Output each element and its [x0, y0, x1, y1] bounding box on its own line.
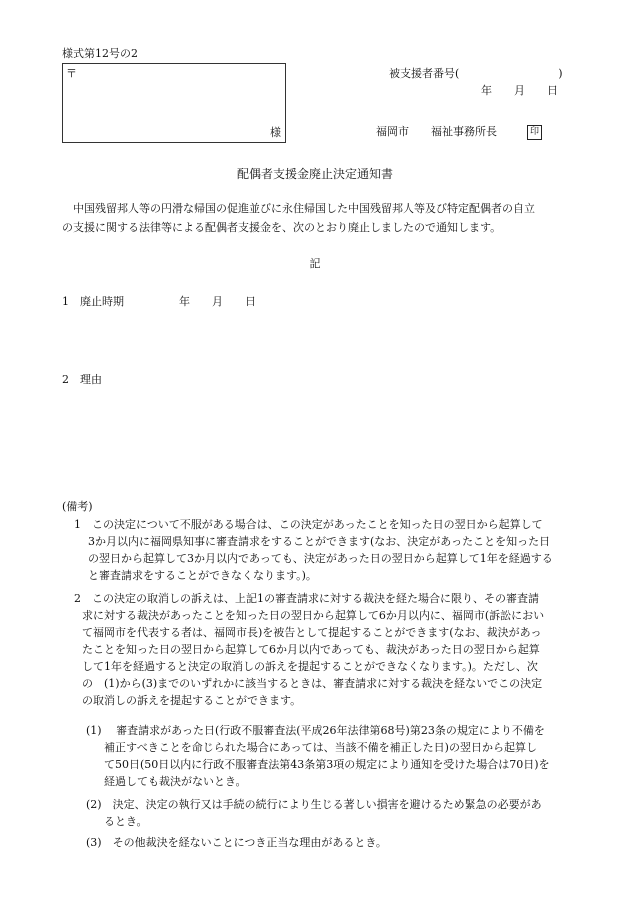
- note-line: 2 この決定の取消しの訴えは、上記1の審査請求に対する裁決を経た場合に限り、その審査請: [74, 592, 539, 605]
- body-line: 中国残留邦人等の円滑な帰国の促進並びに永住帰国した中国残留邦人等及び特定配偶者の自立: [62, 202, 535, 215]
- note-line: 1 この決定について不服がある場合は、この決定があったことを知った日の翌日から起算して: [74, 518, 543, 531]
- note-line: 経過しても裁決がないとき。: [104, 775, 247, 788]
- remark-sub-3: [86, 834, 387, 851]
- remark-note-2: [74, 590, 544, 709]
- note-line: (2) 決定、決定の執行又は手続の続行により生じる著しい損害を避けるため緊急の必要があ: [86, 798, 542, 811]
- ki-heading: 記: [309, 257, 321, 270]
- remarks-heading: (備考): [62, 500, 93, 513]
- note-line: の (1)から(3)までのいずれかに該当するときは、審査請求に対する裁決を経ないでこの決定: [82, 677, 543, 690]
- note-line: たことを知った日の翌日から起算して6か月以内であっても、裁決があった日の翌日から起算: [82, 643, 540, 656]
- body-line: の支援に関する法律等による配偶者支援金を、次のとおり廃止しましたので通知します。: [62, 221, 502, 234]
- note-line: 補正すべきことを命じられた場合にあっては、当該不備を補正した日)の翌日から起算し: [104, 741, 537, 754]
- item-abolition-date: 1 廃止時期 年 月 日: [62, 295, 256, 308]
- document-title: 配偶者支援金廃止決定通知書: [236, 167, 393, 181]
- remark-sub-1: [86, 722, 550, 790]
- note-line: て福岡市を代表する者は、福岡市長)を被告として提起することができます(なお、裁決があっ: [82, 626, 542, 639]
- note-line: 求に対する裁決があったことを知った日の翌日から起算して6か月以内に、福岡市(訴訟におい: [82, 609, 545, 622]
- note-line: (3) その他裁決を経ないことにつき正当な理由があるとき。: [86, 836, 387, 849]
- honorific: 様: [270, 126, 281, 139]
- date-line: 年 月 日: [481, 84, 558, 97]
- postal-mark: 〒: [66, 67, 77, 80]
- sender-office: 福岡市 福祉事務所長: [376, 125, 497, 138]
- remark-sub-2: [86, 796, 542, 830]
- note-line: して1年を経過すると決定の取消しの訴えを提起することができなくなります。)。ただし、次: [82, 660, 538, 673]
- note-line: 3か月以内に福岡県知事に審査請求をすることができます(なお、決定があったことを知った日: [88, 535, 551, 548]
- note-line: て50日(50日以内に行政不服審査法第43条第3項の規定により通知を受けた場合は70日)を: [104, 758, 550, 771]
- remark-note-1: [74, 516, 553, 584]
- note-line: るとき。: [104, 815, 148, 828]
- recipient-number: 被支援者番号( ): [389, 67, 563, 80]
- note-line: の取消しの訴えを提起することができます。: [82, 694, 302, 707]
- note-line: (1) 審査請求があった日(行政不服審査法(平成26年法律第68号)第23条の規定により不備を: [86, 724, 545, 737]
- form-number: 様式第12号の2: [62, 47, 138, 60]
- note-line: と審査請求をすることができなくなります。)。: [88, 569, 317, 582]
- address-box: [62, 63, 286, 143]
- seal-mark: 印: [527, 125, 542, 140]
- note-line: の翌日から起算して3か月以内であっても、決定があった日の翌日から起算して1年を経過する: [88, 552, 553, 565]
- notice-body: [62, 199, 572, 237]
- item-reason: 2 理由: [62, 373, 102, 386]
